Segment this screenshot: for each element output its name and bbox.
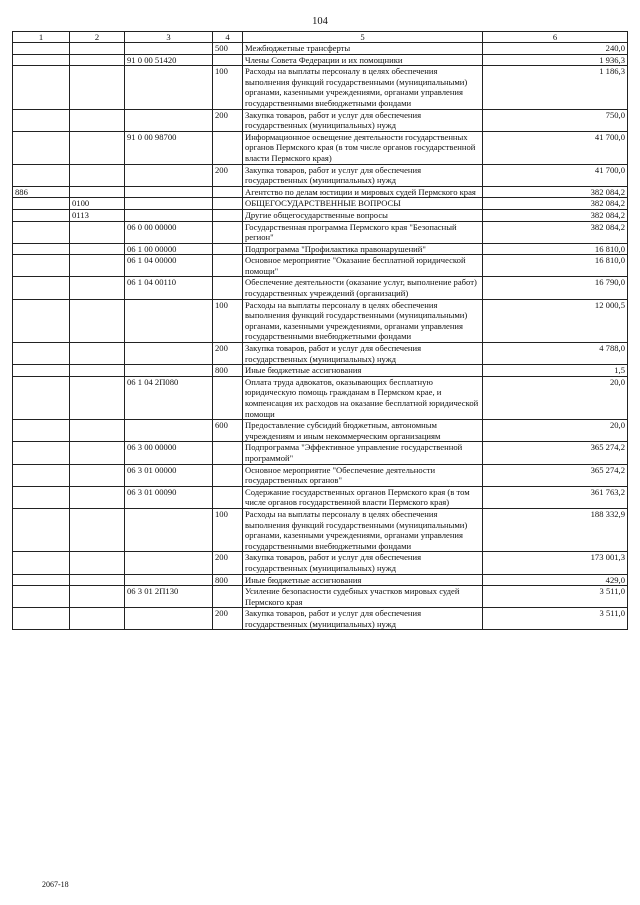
amount-cell: 20,0 bbox=[483, 376, 628, 419]
expense-type-cell: 200 bbox=[213, 608, 243, 630]
table-row bbox=[13, 209, 628, 221]
description-cell: Расходы на выплаты персоналу в целях обеспечения выполнения функций государственными (муниципальными) органами, казенными учреждениями, органами управления государственными внебюджетными фондами bbox=[243, 508, 483, 551]
target-article-cell bbox=[125, 608, 213, 630]
column-header-row bbox=[13, 32, 628, 43]
description-cell: ОБЩЕГОСУДАРСТВЕННЫЕ ВОПРОСЫ bbox=[243, 198, 483, 210]
ministry-code-cell bbox=[13, 277, 70, 299]
expense-type-cell bbox=[213, 54, 243, 66]
description-cell: Межбюджетные трансферты bbox=[243, 43, 483, 55]
target-article-cell: 06 0 00 00000 bbox=[125, 221, 213, 243]
expense-type-cell: 800 bbox=[213, 574, 243, 586]
ministry-code-cell bbox=[13, 464, 70, 486]
expense-type-cell bbox=[213, 442, 243, 464]
table-row bbox=[13, 54, 628, 66]
ministry-code-cell bbox=[13, 420, 70, 442]
ministry-code-cell bbox=[13, 43, 70, 55]
ministry-code-cell bbox=[13, 376, 70, 419]
table-row bbox=[13, 343, 628, 365]
section-code-cell bbox=[70, 43, 125, 55]
amount-cell: 361 763,2 bbox=[483, 486, 628, 508]
amount-cell: 429,0 bbox=[483, 574, 628, 586]
description-cell: Закупка товаров, работ и услуг для обеспечения государственных (муниципальных) нужд bbox=[243, 343, 483, 365]
table-row bbox=[13, 277, 628, 299]
column-header: 6 bbox=[483, 32, 628, 43]
ministry-code-cell: 886 bbox=[13, 186, 70, 198]
amount-cell: 382 084,2 bbox=[483, 221, 628, 243]
description-cell: Обеспечение деятельности (оказание услуг, выполнение работ) государственных учреждений (организаций) bbox=[243, 277, 483, 299]
expense-type-cell: 200 bbox=[213, 343, 243, 365]
document-code: 2067-18 bbox=[42, 880, 69, 889]
expense-type-cell bbox=[213, 131, 243, 164]
column-header: 5 bbox=[243, 32, 483, 43]
table-row bbox=[13, 376, 628, 419]
description-cell: Основное мероприятие "Обеспечение деятельности государственных органов" bbox=[243, 464, 483, 486]
amount-cell: 20,0 bbox=[483, 420, 628, 442]
description-cell: Закупка товаров, работ и услуг для обеспечения государственных (муниципальных) нужд bbox=[243, 164, 483, 186]
amount-cell: 3 511,0 bbox=[483, 586, 628, 608]
table-row bbox=[13, 464, 628, 486]
ministry-code-cell bbox=[13, 442, 70, 464]
section-code-cell bbox=[70, 243, 125, 255]
target-article-cell: 06 1 04 2П080 bbox=[125, 376, 213, 419]
section-code-cell bbox=[70, 464, 125, 486]
ministry-code-cell bbox=[13, 109, 70, 131]
ministry-code-cell bbox=[13, 164, 70, 186]
section-code-cell bbox=[70, 255, 125, 277]
description-cell: Закупка товаров, работ и услуг для обеспечения государственных (муниципальных) нужд bbox=[243, 552, 483, 574]
section-code-cell bbox=[70, 586, 125, 608]
amount-cell: 365 274,2 bbox=[483, 464, 628, 486]
expense-type-cell: 200 bbox=[213, 164, 243, 186]
section-code-cell bbox=[70, 109, 125, 131]
description-cell: Закупка товаров, работ и услуг для обеспечения государственных (муниципальных) нужд bbox=[243, 109, 483, 131]
description-cell: Иные бюджетные ассигнования bbox=[243, 574, 483, 586]
description-cell: Агентство по делам юстиции и мировых судей Пермского края bbox=[243, 186, 483, 198]
ministry-code-cell bbox=[13, 552, 70, 574]
amount-cell: 382 084,2 bbox=[483, 186, 628, 198]
section-code-cell bbox=[70, 221, 125, 243]
description-cell: Усиление безопасности судебных участков мировых судей Пермского края bbox=[243, 586, 483, 608]
table-row bbox=[13, 486, 628, 508]
section-code-cell bbox=[70, 164, 125, 186]
description-cell: Другие общегосударственные вопросы bbox=[243, 209, 483, 221]
amount-cell: 1 186,3 bbox=[483, 66, 628, 109]
expense-type-cell bbox=[213, 486, 243, 508]
description-cell: Расходы на выплаты персоналу в целях обеспечения выполнения функций государственными (муниципальными) органами, казенными учреждениями, органами управления государственными внебюджетными фондами bbox=[243, 299, 483, 342]
table-row bbox=[13, 255, 628, 277]
table-row bbox=[13, 574, 628, 586]
amount-cell: 16 810,0 bbox=[483, 255, 628, 277]
amount-cell: 240,0 bbox=[483, 43, 628, 55]
description-cell: Члены Совета Федерации и их помощники bbox=[243, 54, 483, 66]
section-code-cell bbox=[70, 608, 125, 630]
target-article-cell: 91 0 00 98700 bbox=[125, 131, 213, 164]
amount-cell: 12 000,5 bbox=[483, 299, 628, 342]
column-header: 4 bbox=[213, 32, 243, 43]
table-row bbox=[13, 365, 628, 377]
page-number: 104 bbox=[312, 16, 328, 27]
amount-cell: 41 700,0 bbox=[483, 164, 628, 186]
table-row bbox=[13, 66, 628, 109]
column-header: 1 bbox=[13, 32, 70, 43]
ministry-code-cell bbox=[13, 365, 70, 377]
section-code-cell bbox=[70, 486, 125, 508]
ministry-code-cell bbox=[13, 486, 70, 508]
section-code-cell bbox=[70, 420, 125, 442]
expense-type-cell bbox=[213, 198, 243, 210]
table-row bbox=[13, 442, 628, 464]
expense-type-cell bbox=[213, 186, 243, 198]
target-article-cell: 06 3 01 2П130 bbox=[125, 586, 213, 608]
amount-cell: 16 790,0 bbox=[483, 277, 628, 299]
target-article-cell bbox=[125, 109, 213, 131]
target-article-cell bbox=[125, 299, 213, 342]
expense-type-cell bbox=[213, 464, 243, 486]
ministry-code-cell bbox=[13, 131, 70, 164]
ministry-code-cell bbox=[13, 608, 70, 630]
target-article-cell: 06 3 01 00000 bbox=[125, 464, 213, 486]
expense-type-cell bbox=[213, 209, 243, 221]
description-cell: Оплата труда адвокатов, оказывающих бесплатную юридическую помощь гражданам в Пермском крае, и компенсация их расходов на оказание бесплатной юридической помощи bbox=[243, 376, 483, 419]
section-code-cell bbox=[70, 131, 125, 164]
table-row bbox=[13, 552, 628, 574]
amount-cell: 16 810,0 bbox=[483, 243, 628, 255]
ministry-code-cell bbox=[13, 198, 70, 210]
ministry-code-cell bbox=[13, 586, 70, 608]
amount-cell: 382 084,2 bbox=[483, 209, 628, 221]
expense-type-cell: 100 bbox=[213, 66, 243, 109]
section-code-cell bbox=[70, 186, 125, 198]
description-cell: Государственная программа Пермского края "Безопасный регион" bbox=[243, 221, 483, 243]
target-article-cell bbox=[125, 164, 213, 186]
table-row bbox=[13, 109, 628, 131]
section-code-cell bbox=[70, 54, 125, 66]
target-article-cell: 06 1 04 00000 bbox=[125, 255, 213, 277]
table-row bbox=[13, 608, 628, 630]
expense-type-cell: 800 bbox=[213, 365, 243, 377]
target-article-cell: 06 1 04 00110 bbox=[125, 277, 213, 299]
section-code-cell bbox=[70, 376, 125, 419]
ministry-code-cell bbox=[13, 299, 70, 342]
expense-type-cell bbox=[213, 376, 243, 419]
target-article-cell: 06 3 00 00000 bbox=[125, 442, 213, 464]
expense-type-cell bbox=[213, 277, 243, 299]
column-header: 3 bbox=[125, 32, 213, 43]
target-article-cell bbox=[125, 365, 213, 377]
ministry-code-cell bbox=[13, 255, 70, 277]
expense-type-cell: 100 bbox=[213, 299, 243, 342]
amount-cell: 173 001,3 bbox=[483, 552, 628, 574]
section-code-cell: 0113 bbox=[70, 209, 125, 221]
description-cell: Содержание государственных органов Пермского края (в том числе органов государственной власти Пермского края) bbox=[243, 486, 483, 508]
section-code-cell bbox=[70, 299, 125, 342]
section-code-cell bbox=[70, 442, 125, 464]
amount-cell: 1 936,3 bbox=[483, 54, 628, 66]
column-header: 2 bbox=[70, 32, 125, 43]
section-code-cell bbox=[70, 574, 125, 586]
description-cell: Иные бюджетные ассигнования bbox=[243, 365, 483, 377]
ministry-code-cell bbox=[13, 209, 70, 221]
amount-cell: 4 788,0 bbox=[483, 343, 628, 365]
table-row bbox=[13, 299, 628, 342]
section-code-cell bbox=[70, 343, 125, 365]
expense-type-cell: 200 bbox=[213, 552, 243, 574]
expense-type-cell bbox=[213, 221, 243, 243]
ministry-code-cell bbox=[13, 221, 70, 243]
ministry-code-cell bbox=[13, 243, 70, 255]
target-article-cell bbox=[125, 552, 213, 574]
amount-cell: 750,0 bbox=[483, 109, 628, 131]
ministry-code-cell bbox=[13, 66, 70, 109]
table-row bbox=[13, 198, 628, 210]
table-row bbox=[13, 43, 628, 55]
section-code-cell bbox=[70, 508, 125, 551]
ministry-code-cell bbox=[13, 574, 70, 586]
description-cell: Предоставление субсидий бюджетным, автономным учреждениям и иным некоммерческим организациям bbox=[243, 420, 483, 442]
expense-type-cell: 100 bbox=[213, 508, 243, 551]
amount-cell: 188 332,9 bbox=[483, 508, 628, 551]
table-row bbox=[13, 420, 628, 442]
amount-cell: 382 084,2 bbox=[483, 198, 628, 210]
description-cell: Информационное освещение деятельности государственных органов Пермского края (в том числе органов государственной власти Пермского края) bbox=[243, 131, 483, 164]
ministry-code-cell bbox=[13, 508, 70, 551]
target-article-cell bbox=[125, 198, 213, 210]
ministry-code-cell bbox=[13, 343, 70, 365]
amount-cell: 1,5 bbox=[483, 365, 628, 377]
section-code-cell bbox=[70, 365, 125, 377]
expense-type-cell bbox=[213, 243, 243, 255]
table-row bbox=[13, 221, 628, 243]
table-body bbox=[13, 43, 628, 630]
section-code-cell bbox=[70, 66, 125, 109]
expense-type-cell: 200 bbox=[213, 109, 243, 131]
expense-type-cell bbox=[213, 586, 243, 608]
table-row bbox=[13, 508, 628, 551]
section-code-cell: 0100 bbox=[70, 198, 125, 210]
target-article-cell: 06 3 01 00090 bbox=[125, 486, 213, 508]
section-code-cell bbox=[70, 277, 125, 299]
description-cell: Расходы на выплаты персоналу в целях обеспечения выполнения функций государственными (муниципальными) органами, казенными учреждениями, органами управления государственными внебюджетными фондами bbox=[243, 66, 483, 109]
target-article-cell bbox=[125, 420, 213, 442]
table-row bbox=[13, 164, 628, 186]
table-row bbox=[13, 243, 628, 255]
description-cell: Закупка товаров, работ и услуг для обеспечения государственных (муниципальных) нужд bbox=[243, 608, 483, 630]
table-row bbox=[13, 131, 628, 164]
expense-type-cell: 600 bbox=[213, 420, 243, 442]
expense-type-cell: 500 bbox=[213, 43, 243, 55]
table-row bbox=[13, 186, 628, 198]
target-article-cell bbox=[125, 508, 213, 551]
target-article-cell: 91 0 00 51420 bbox=[125, 54, 213, 66]
target-article-cell: 06 1 00 00000 bbox=[125, 243, 213, 255]
target-article-cell bbox=[125, 186, 213, 198]
target-article-cell bbox=[125, 66, 213, 109]
description-cell: Основное мероприятие "Оказание бесплатной юридической помощи" bbox=[243, 255, 483, 277]
amount-cell: 41 700,0 bbox=[483, 131, 628, 164]
description-cell: Подпрограмма "Эффективное управление государственной программой" bbox=[243, 442, 483, 464]
expense-type-cell bbox=[213, 255, 243, 277]
ministry-code-cell bbox=[13, 54, 70, 66]
target-article-cell bbox=[125, 574, 213, 586]
table-row bbox=[13, 586, 628, 608]
target-article-cell bbox=[125, 343, 213, 365]
budget-table bbox=[12, 31, 628, 630]
amount-cell: 3 511,0 bbox=[483, 608, 628, 630]
target-article-cell bbox=[125, 43, 213, 55]
amount-cell: 365 274,2 bbox=[483, 442, 628, 464]
description-cell: Подпрограмма "Профилактика правонарушений" bbox=[243, 243, 483, 255]
target-article-cell bbox=[125, 209, 213, 221]
section-code-cell bbox=[70, 552, 125, 574]
